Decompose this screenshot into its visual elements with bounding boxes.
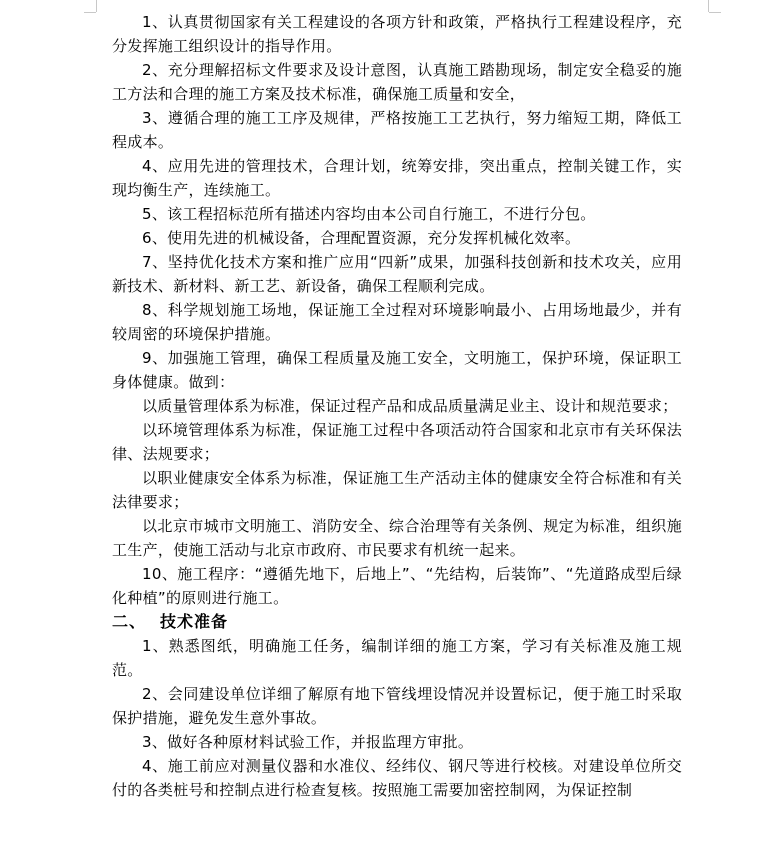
paragraph: 以职业健康安全体系为标准，保证施工生产活动主体的健康安全符合标准和有关法律要求； (112, 469, 682, 511)
paragraph: 以北京市城市文明施工、消防安全、综合治理等有关条例、规定为标准，组织施工生产，使施工活动与北京市政府、市民要求有机统一起来。 (112, 517, 682, 559)
paragraph: 5、该工程招标范所有描述内容均由本公司自行施工，不进行分包。 (142, 205, 596, 223)
document-body (112, 10, 682, 802)
paragraph: 7、坚持优化技术方案和推广应用“四新”成果，加强科技创新和技术攻关，应用新技术、新材料、新工艺、新设备，确保工程顺利完成。 (112, 253, 682, 295)
paragraph: 8、科学规划施工场地，保证施工全过程对环境影响最小、占用场地最少，并有较周密的环境保护措施。 (112, 301, 682, 343)
section-heading (112, 610, 682, 634)
crop-mark-right-horizontal (709, 12, 721, 13)
paragraph: 9、加强施工管理，确保工程质量及施工安全，文明施工，保护环境，保证职工身体健康。做到： (112, 349, 682, 391)
crop-mark-left-horizontal (84, 12, 96, 13)
paragraph: 2、会同建设单位详细了解原有地下管线埋设情况并设置标记，便于施工时采取保护措施，避免发生意外事故。 (112, 685, 682, 727)
crop-mark-left (96, 0, 97, 12)
paragraph: 以质量管理体系为标准，保证过程产品和成品质量满足业主、设计和规范要求； (142, 397, 678, 415)
paragraph: 2、充分理解招标文件要求及设计意图，认真施工踏勘现场，制定安全稳妥的施工方法和合理的施工方案及技术标准，确保施工质量和安全， (112, 61, 682, 103)
paragraph: 6、使用先进的机械设备，合理配置资源，充分发挥机械化效率。 (142, 229, 581, 247)
paragraph: 3、做好各种原材料试验工作，并报监理方审批。 (142, 733, 474, 751)
paragraph: 1、熟悉图纸，明确施工任务，编制详细的施工方案，学习有关标准及施工规范。 (112, 637, 682, 679)
crop-mark-right (708, 0, 709, 12)
paragraph: 4、施工前应对测量仪器和水准仪、经纬仪、钢尺等进行校核。对建设单位所交付的各类桩号和控制点进行检查复核。按照施工需要加密控制网，为保证控制 (112, 757, 682, 799)
paragraph: 3、遵循合理的施工工序及规律，严格按施工工艺执行，努力缩短工期，降低工程成本。 (112, 109, 682, 151)
paragraph: 以环境管理体系为标准，保证施工过程中各项活动符合国家和北京市有关环保法律、法规要求； (112, 421, 682, 463)
paragraph: 10、施工程序：“遵循先地下，后地上”、“先结构，后装饰”、“先道路成型后绿化种植”的原则进行施工。 (112, 565, 682, 607)
paragraph: 1、认真贯彻国家有关工程建设的各项方针和政策，严格执行工程建设程序，充分发挥施工组织设计的指导作用。 (112, 13, 682, 55)
section-number: 二、 (112, 612, 147, 631)
section-title: 技术准备 (160, 612, 229, 631)
paragraph: 4、应用先进的管理技术，合理计划，统筹安排，突出重点，控制关键工作，实现均衡生产，连续施工。 (112, 157, 682, 199)
